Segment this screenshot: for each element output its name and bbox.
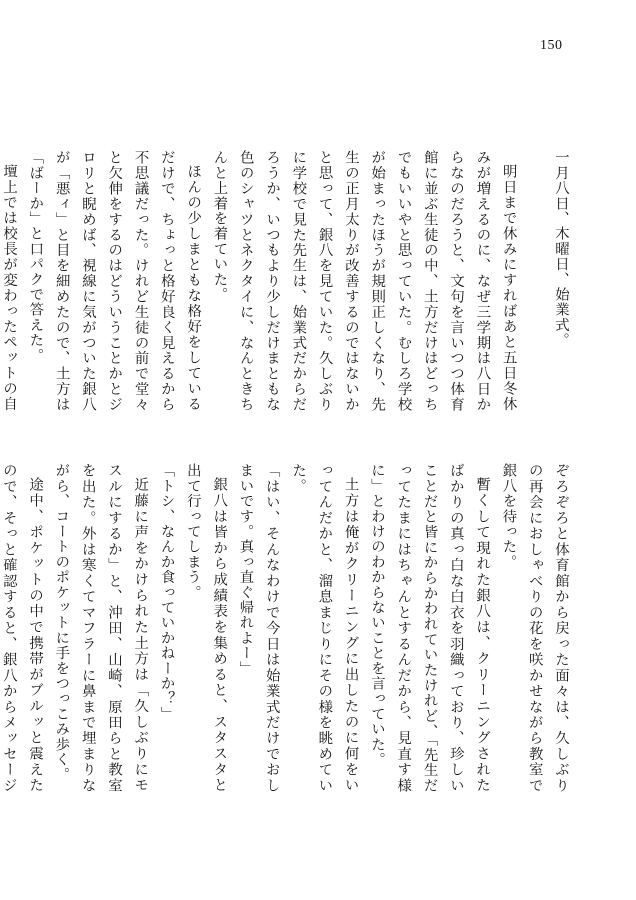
page-number: 150	[540, 38, 563, 53]
paragraph: ほんの少しまともな格好をしているだけで、ちょっと格好良く見えるから不思議だった。けれど生徒の前で堂々と欠伸をするのはどういうことかとジロリと睨めば、視線に気がついた銀八が「悪ィ」と目を細めたので、土方は「ばーか」と口パクで答えた。	[27, 150, 202, 412]
paragraph: 近藤に声をかけられた土方は「久しぶりにモスルにするか」と、沖田、山崎、原田らと教室を出た。外は寒くてマフラーに鼻まで埋まりながら、コートのポケットに手をつっこみ歩く。	[53, 463, 149, 793]
text-block-top	[1, 150, 574, 412]
paragraph: 壇上では校長が変わったペットの自	[1, 164, 18, 412]
section-heading: 一月八日、木曜日、始業式。	[553, 150, 569, 348]
paragraph: 土方は俺がクリーニングに出したのに何をいってんだかと、溜息まじりにその様を眺めていた。	[290, 463, 359, 793]
dialogue-line: 「トシ、なんか食っていかねーか？」	[158, 463, 175, 722]
paragraph: 暫くして現れた銀八は、クリーニングされたばかりの真っ白な白衣を羽織っており、珍しいことだと皆にからかわれていたけれど、「先生だってたまにはちゃんとするんだから、見直す様に」とわけのわからないことを言っていた。	[368, 463, 491, 793]
paragraph: 明日まで休みにすればあと五日冬休みが増えるのに、なぜ三学期は八日からなのだろうと、文句を言いつつ体育館に並ぶ生徒の中、土方だけはどっちでもいいやと思っていた。むしろ学校が始まったほうが規則正しくなり、先生の正月太りが改善するのではないかと思って、銀八を見ていた。久しぶりに学校で見た先生は、始業式だからだろうか、いつもより少しだけまともな色のシャツとネクタイに、なんときちんと上着を着ていた。	[211, 150, 517, 412]
paragraph: 途中、ポケットの中で携帯がブルッと震えたので、そっと確認すると、銀八からメッセージ	[0, 463, 44, 793]
paragraph: 銀八は皆から成績表を集めると、スタスタと出て行ってしまう。	[184, 463, 228, 793]
dialogue-line: 「はい、そんなわけで今日は始業式だけでおしまいです。真っ直ぐ帰れよー」	[237, 463, 280, 793]
paragraph: ぞろぞろと体育館から戻った面々は、久しぶりの再会におしゃべりの花を咲かせながら教室で銀八を待った。	[500, 463, 569, 793]
text-block-bottom	[0, 463, 574, 793]
